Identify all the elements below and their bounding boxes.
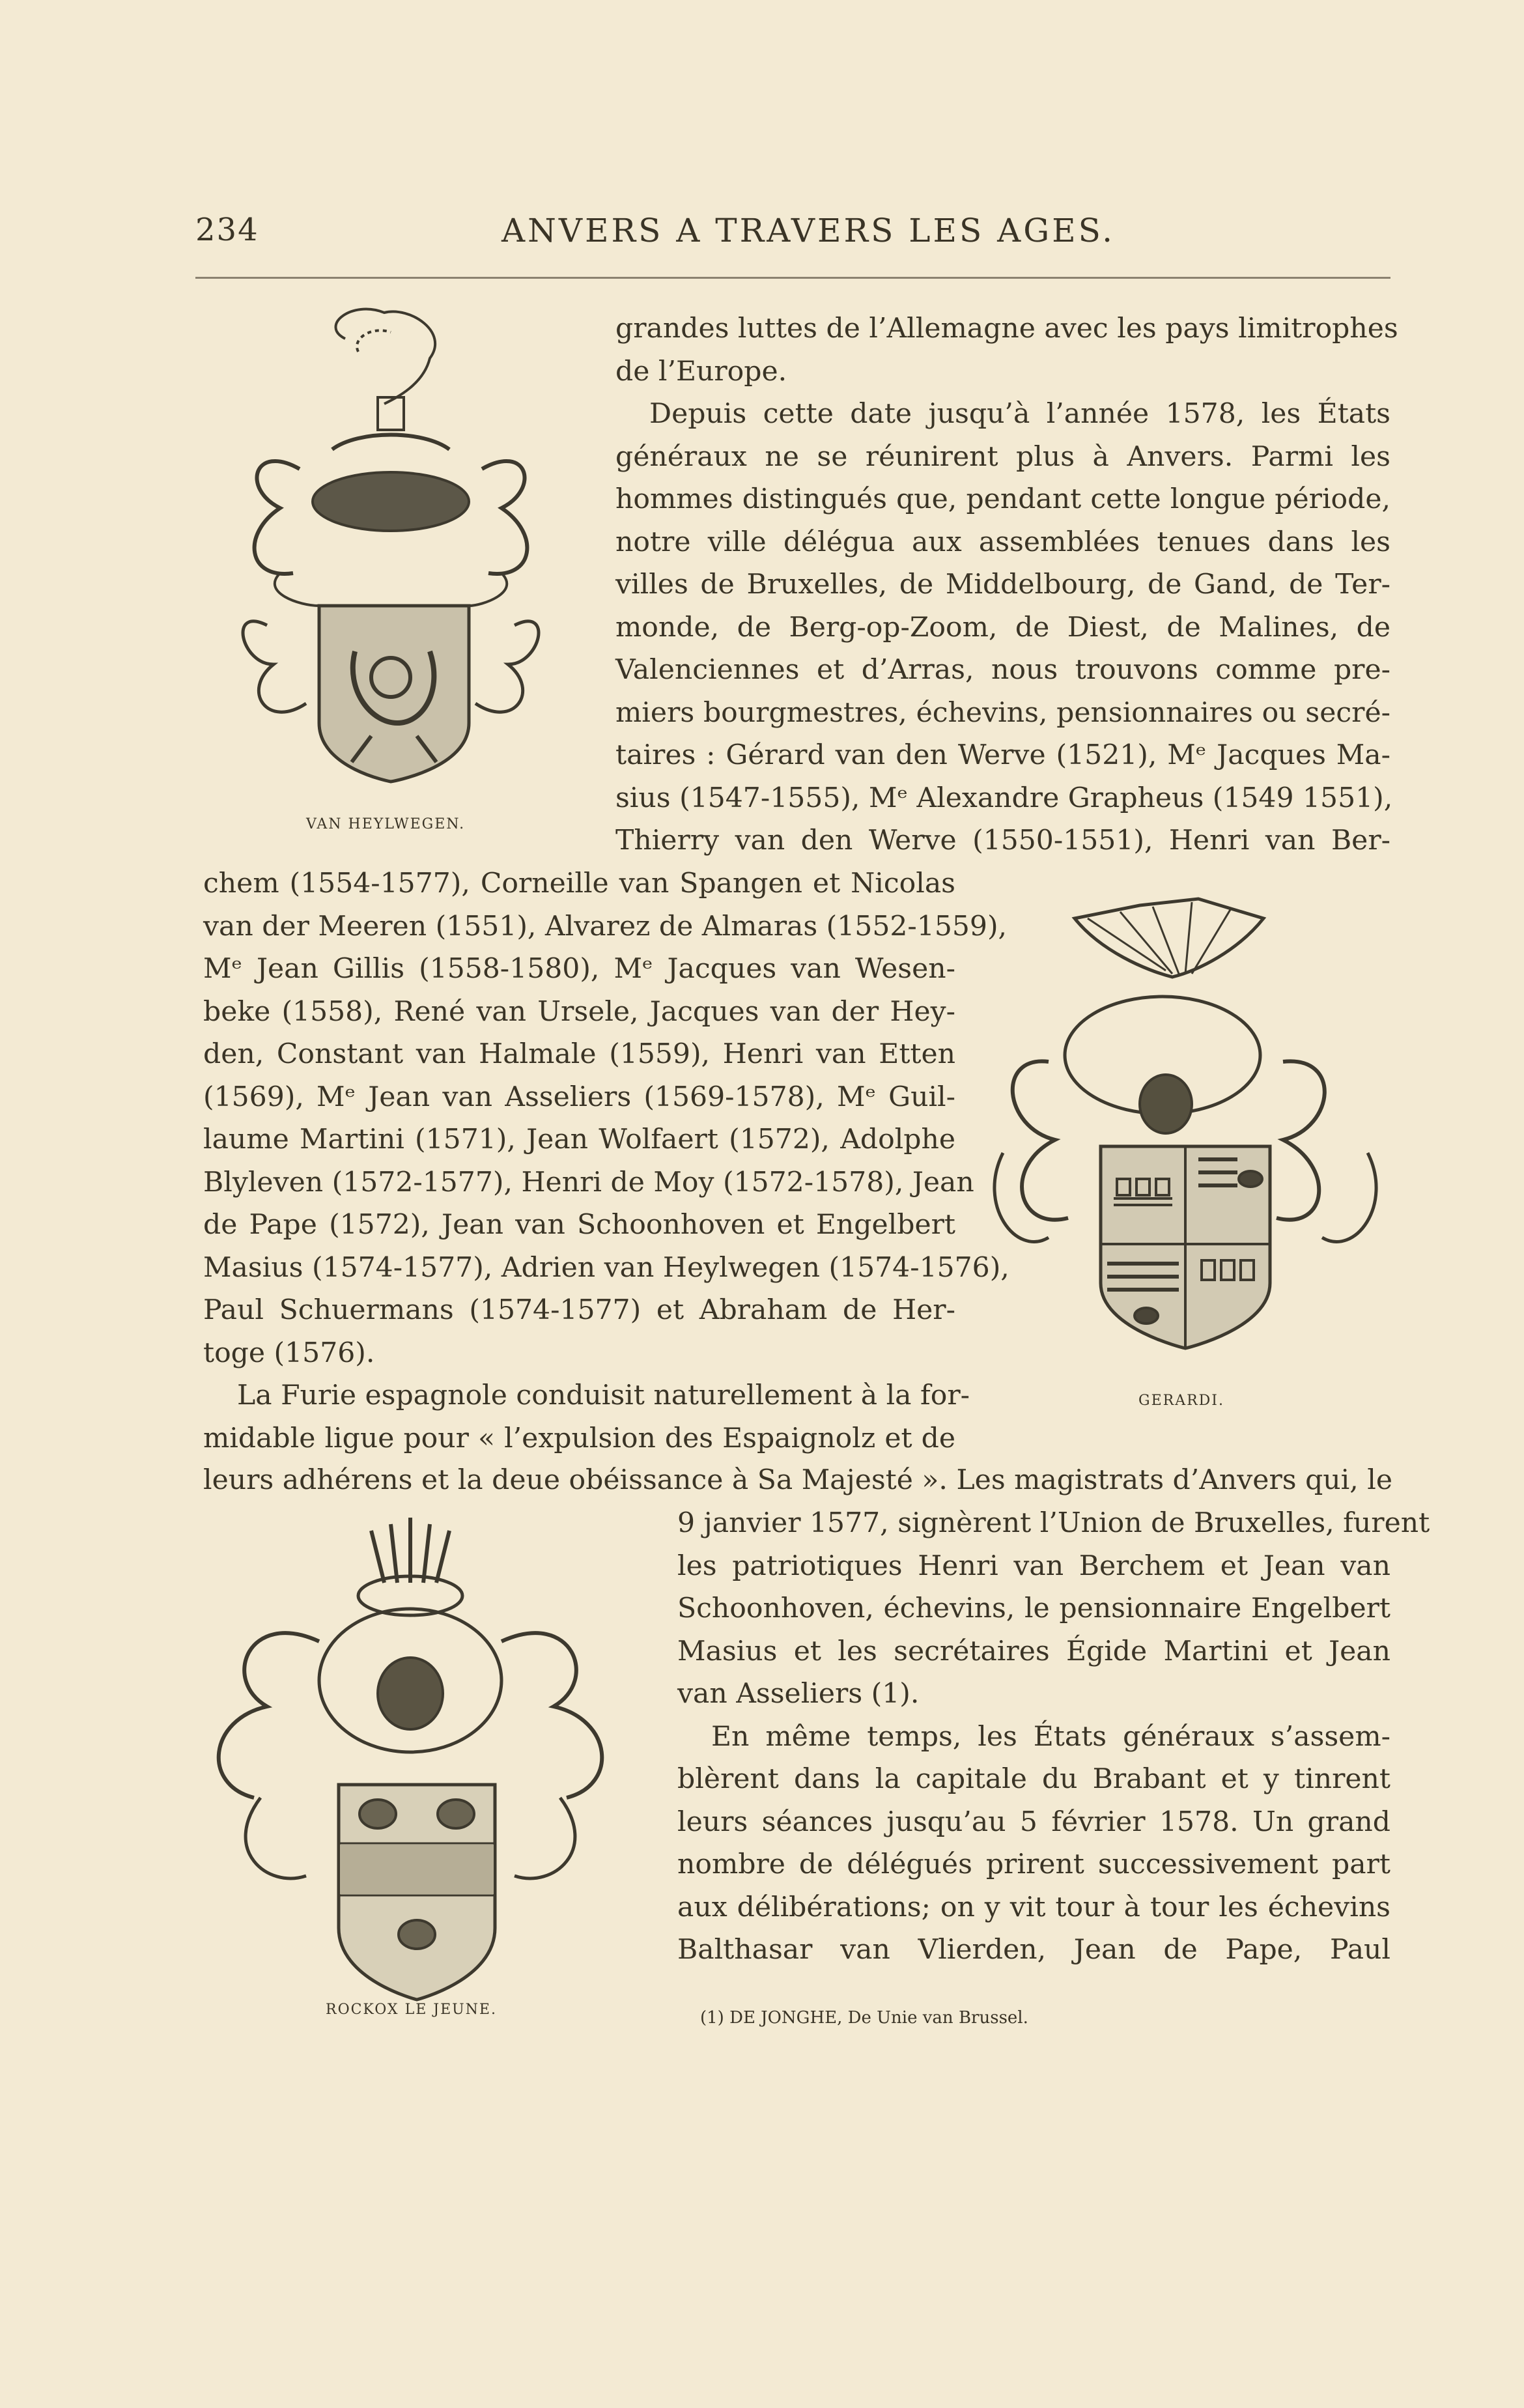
text-line: toge (1576). — [203, 1337, 375, 1369]
caption-rockox: ROCKOX LE JEUNE. — [326, 2002, 497, 2018]
header-rule — [195, 277, 1390, 279]
text-line: grandes luttes de l’Allemagne avec les pays limitrophes — [615, 313, 1398, 345]
text-line: (1569), Mᵉ Jean van Asseliers (1569-1578), Mᵉ Guil- — [203, 1081, 955, 1113]
text-line: Valenciennes et d’Arras, nous trouvons comme pre- — [615, 654, 1390, 686]
coat-of-arms-heylwegen-icon — [202, 300, 580, 808]
text-line: chem (1554-1577), Corneille van Spangen et Nicolas — [203, 868, 955, 899]
text-line: les patriotiques Henri van Berchem et Jean van — [677, 1550, 1390, 1582]
running-title: ANVERS A TRAVERS LES AGES. — [501, 212, 1116, 249]
text-line: de Pape (1572), Jean van Schoonhoven et Engelbert — [203, 1209, 955, 1241]
coat-of-arms-rockox-icon — [195, 1511, 651, 2019]
text-line: laume Martini (1571), Jean Wolfaert (1572), Adolphe — [203, 1124, 955, 1155]
text-block-3 — [203, 1459, 1393, 1502]
text-line: leurs adhérens et la deue obéissance à Sa Majesté ». Les magistrats d’Anvers qui, le — [203, 1464, 1393, 1496]
text-line: miers bourgmestres, échevins, pensionnaires ou secré- — [615, 696, 1390, 729]
text-line: La Furie espagnole conduisit naturellement à la for- — [237, 1380, 970, 1411]
text-line: Paul Schuermans (1574-1577) et Abraham de Her- — [203, 1294, 955, 1326]
text-line: Balthasar van Vlierden, Jean de Pape, Paul — [677, 1934, 1390, 1966]
text-line: van Asseliers (1). — [677, 1678, 920, 1710]
text-line: Mᵉ Jean Gillis (1558-1580), Mᵉ Jacques van Wesen- — [203, 953, 955, 985]
text-line: Schoonhoven, échevins, le pensionnaire Engelbert — [677, 1593, 1390, 1624]
text-line: blèrent dans la capitale du Brabant et y tinrent — [677, 1763, 1390, 1795]
text-block-1 — [615, 307, 1398, 862]
text-line: de l’Europe. — [615, 355, 787, 388]
page-number: 234 — [195, 212, 259, 248]
text-line: notre ville délégua aux assemblées tenues dans les — [615, 526, 1390, 558]
text-line: Masius et les secrétaires Égide Martini et Jean — [677, 1635, 1390, 1667]
text-block-4 — [677, 1502, 1430, 1972]
text-line: van der Meeren (1551), Alvarez de Almaras (1552-1559), — [203, 910, 1008, 942]
text-line: Depuis cette date jusqu’à l’année 1578, les États — [649, 398, 1390, 430]
text-line: généraux ne se réunirent plus à Anvers. Parmi les — [615, 440, 1390, 473]
text-line: den, Constant van Halmale (1559), Henri van Etten — [203, 1038, 955, 1070]
text-line: leurs séances jusqu’au 5 février 1578. Un grand — [677, 1806, 1390, 1838]
caption-gerardi: GERARDI. — [1138, 1393, 1224, 1409]
text-line: midable ligue pour « l’expulsion des Espaignolz et de — [203, 1422, 955, 1454]
text-line: aux délibérations; on y vit tour à tour les échevins — [677, 1891, 1390, 1923]
coat-of-arms-gerardi-icon — [977, 892, 1394, 1374]
text-block-2 — [203, 862, 1009, 1460]
text-line: nombre de délégués prirent successivement part — [677, 1848, 1390, 1880]
text-line: Thierry van den Werve (1550-1551), Henri van Ber- — [615, 825, 1390, 857]
text-line: monde, de Berg-op-Zoom, de Diest, de Malines, de — [615, 611, 1390, 644]
text-line: villes de Bruxelles, de Middelbourg, de Gand, de Ter- — [615, 569, 1390, 601]
text-line: Masius (1574-1577), Adrien van Heylwegen (1574-1576), — [203, 1251, 1009, 1284]
text-line: Blyleven (1572-1577), Henri de Moy (1572-1578), Jean — [203, 1166, 974, 1198]
text-line: taires : Gérard van den Werve (1521), Mᵉ Jacques Ma- — [615, 739, 1390, 771]
text-line: 9 janvier 1577, signèrent l’Union de Bruxelles, furent — [677, 1507, 1430, 1539]
text-line: sius (1547-1555), Mᵉ Alexandre Grapheus (1549 1551), — [615, 782, 1393, 814]
text-line: En même temps, les États généraux s’assem- — [711, 1720, 1390, 1753]
text-line: beke (1558), René van Ursele, Jacques van der Hey- — [203, 995, 955, 1028]
text-line: hommes distingués que, pendant cette longue période, — [615, 483, 1390, 515]
caption-heylwegen: VAN HEYLWEGEN. — [306, 816, 466, 832]
footnote: (1) DE JONGHE, De Unie van Brussel. — [700, 2008, 1028, 2028]
